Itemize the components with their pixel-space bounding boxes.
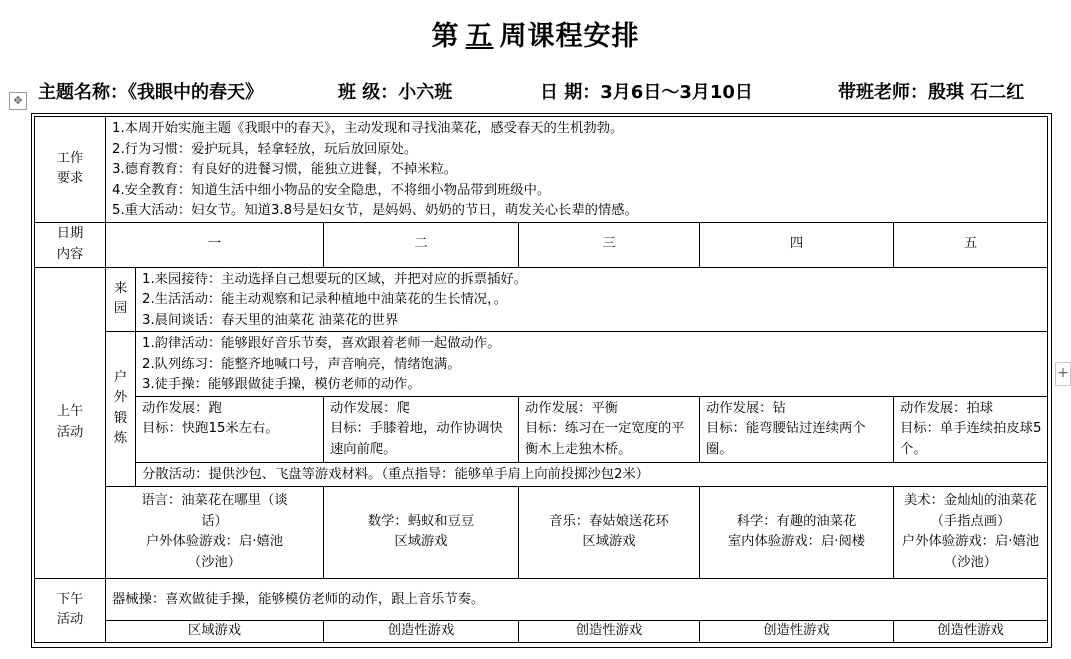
afternoon-game-1: 区域游戏	[106, 620, 324, 642]
lesson-day-4: 科学：有趣的油菜花 室内体验游戏：启·阅楼	[700, 486, 894, 578]
afternoon-game-3: 创造性游戏	[519, 620, 700, 642]
teacher-names: 带班老师：殷琪 石二红	[838, 82, 1025, 103]
add-column-icon[interactable]: +	[1055, 362, 1071, 386]
work-requirements-row	[35, 117, 1048, 223]
arrival-content	[136, 267, 1048, 332]
table-move-handle-icon[interactable]: ✥	[9, 92, 27, 110]
outdoor-day-3: 动作发展：平衡 目标：练习在一定宽度的平衡木上走独木桥。	[519, 396, 700, 462]
outdoor-day-2: 动作发展：爬 目标：手膝着地，动作协调快速向前爬。	[324, 396, 519, 462]
afternoon-games-row	[35, 620, 1048, 642]
outdoor-exercise-label: 户 外 锻 炼	[106, 332, 136, 487]
arrival-label: 来 园	[106, 267, 136, 332]
lesson-day-2: 数学：蚂蚁和豆豆 区域游戏	[324, 486, 519, 578]
date-header-row	[35, 222, 1048, 267]
list-item: 3.徒手操：能够跟做徒手操，模仿老师的动作。	[142, 377, 421, 392]
title-prefix: 第	[431, 21, 460, 52]
title-suffix: 周课程安排	[499, 21, 640, 52]
afternoon-equipment-row	[35, 578, 1048, 620]
lesson-day-1: 语言：油菜花在哪里（谈 话） 户外体验游戏：启·嬉池 （沙池）	[106, 486, 324, 578]
list-item: 1.来园接待：主动选择自己想要玩的区域，并把对应的拆票插好。	[142, 271, 527, 287]
work-requirements-content	[106, 117, 1048, 223]
class-name: 班 级：小六班	[338, 82, 453, 103]
list-item: 1.韵律活动：能够跟好音乐节奏，喜欢跟着老师一起做动作。	[142, 336, 501, 351]
afternoon-game-4: 创造性游戏	[700, 620, 894, 642]
arrival-row	[35, 267, 1048, 332]
date-content-label: 日期 内容	[35, 222, 106, 267]
afternoon-game-5: 创造性游戏	[894, 620, 1048, 642]
day-thursday: 四	[700, 222, 894, 267]
afternoon-game-2: 创造性游戏	[324, 620, 519, 642]
scattered-activity-row	[35, 462, 1048, 486]
day-monday: 一	[106, 222, 324, 267]
afternoon-equipment: 器械操：喜欢做徒手操，能够模仿老师的动作，跟上音乐节奏。	[106, 578, 1048, 620]
list-item: 4.安全教育：知道生活中细小物品的安全隐患，不将细小物品带到班级中。	[112, 182, 551, 198]
day-wednesday: 三	[519, 222, 700, 267]
afternoon-label: 下午 活动	[35, 578, 106, 642]
work-requirements-label: 工作 要求	[35, 117, 106, 223]
lesson-day-5: 美术：金灿灿的油菜花 （手指点画） 户外体验游戏：启·嬉池 （沙池）	[894, 486, 1048, 578]
outdoor-day-5: 动作发展：拍球 目标：单手连续拍皮球5个。	[894, 396, 1048, 462]
lessons-row	[35, 486, 1048, 578]
list-item: 2.行为习惯：爱护玩具，轻拿轻放，玩后放回原处。	[112, 141, 418, 157]
list-item: 1.本周开始实施主题《我眼中的春天》，主动发现和寻找油菜花，感受春天的生机勃勃。	[112, 121, 624, 136]
page-title	[0, 14, 1071, 53]
scattered-activity: 分散活动：提供沙包、飞盘等游戏材料。（重点指导：能够单手肩上向前投掷沙包2米）	[136, 462, 1048, 486]
outdoor-general-row	[35, 332, 1048, 397]
lesson-day-3: 音乐：春姑娘送花环 区域游戏	[519, 486, 700, 578]
morning-label: 上午 活动	[35, 267, 106, 578]
list-item: 3.德育教育：有良好的进餐习惯，能独立进餐，不掉米粒。	[112, 162, 458, 177]
list-item: 5.重大活动：妇女节。知道3.8号是妇女节，是妈妈、奶奶的节日，萌发关心长辈的情感。	[112, 203, 638, 218]
list-item: 2.生活活动：能主动观察和记录种植地中油菜花的生长情况，。	[142, 292, 508, 307]
outdoor-general-content	[136, 332, 1048, 397]
theme-name: 主题名称：《我眼中的春天》	[38, 82, 263, 103]
schedule-table	[34, 116, 1048, 643]
outdoor-daily-row	[35, 396, 1048, 462]
date-range: 日 期：3月6日～3月10日	[540, 82, 753, 103]
list-item: 3.晨间谈话：春天里的油菜花 油菜花的世界	[142, 312, 399, 328]
day-friday: 五	[894, 222, 1048, 267]
outdoor-day-1: 动作发展：跑 目标：快跑15米左右。	[136, 396, 324, 462]
outdoor-day-4: 动作发展：钻 目标：能弯腰钻过连续两个圈。	[700, 396, 894, 462]
list-item: 2.队列练习：能整齐地喊口号，声音响亮，情绪饱满。	[142, 356, 461, 372]
week-number: 五	[465, 21, 494, 52]
day-tuesday: 二	[324, 222, 519, 267]
